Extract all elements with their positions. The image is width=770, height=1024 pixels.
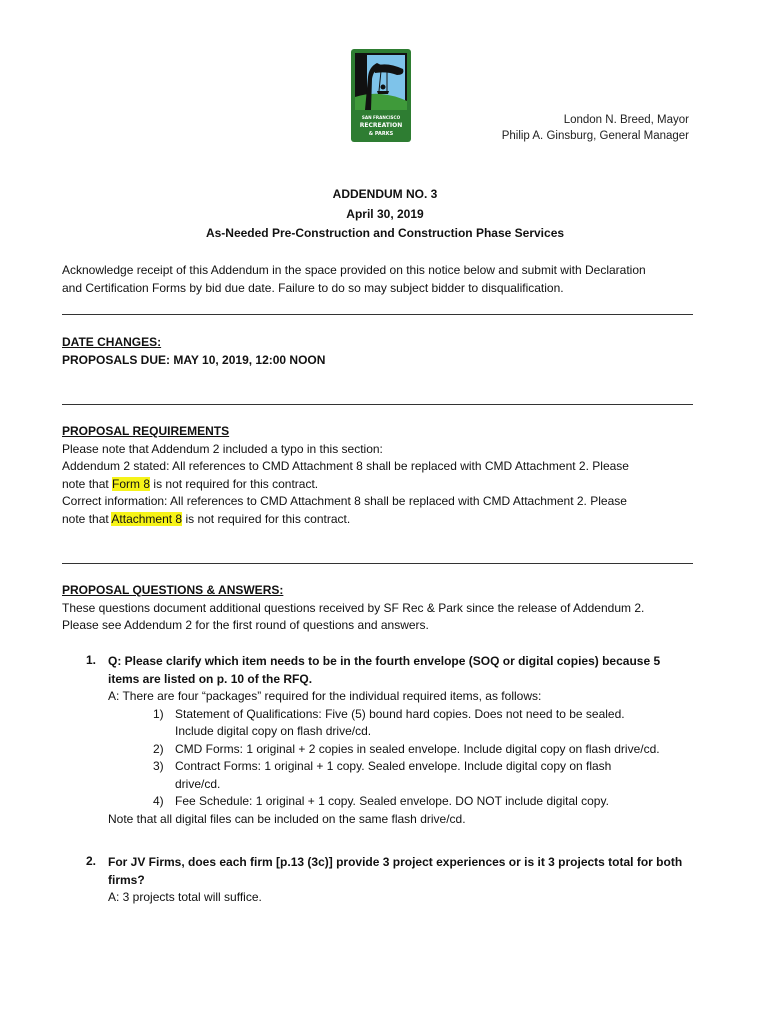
requirements-line: Addendum 2 stated: All references to CMD Attachment 8 shall be replaced with CMD Attachment 2. Please bbox=[62, 459, 629, 473]
highlight-form-8: Form 8 bbox=[112, 476, 151, 491]
addendum-number: ADDENDUM NO. 3 bbox=[332, 187, 438, 201]
sf-rec-park-logo bbox=[351, 49, 411, 142]
proposals-due: PROPOSALS DUE: MAY 10, 2019, 12:00 NOON bbox=[62, 352, 326, 367]
question-2-text: For JV Firms, does each firm [p.13 (3c)] provide 3 project experiences or is it 3 projects total for both bbox=[108, 855, 683, 869]
section-divider bbox=[62, 404, 693, 405]
addendum-subject: As-Needed Pre-Construction and Construction Phase Services bbox=[205, 226, 565, 240]
officials-block bbox=[502, 112, 689, 144]
question-2-text: firms? bbox=[108, 872, 145, 887]
question-1-text: Q: Please clarify which item needs to be in the fourth envelope (SOQ or digital copies) because 5 bbox=[108, 654, 661, 668]
requirements-line: Please note that Addendum 2 included a typo in this section: bbox=[62, 441, 383, 456]
requirements-line: Correct information: All references to CMD Attachment 8 shall be replaced with CMD Attachment 2. Please bbox=[62, 494, 627, 508]
tree-swing-icon bbox=[351, 49, 411, 142]
section-divider bbox=[62, 314, 693, 315]
list-item-text: Statement of Qualifications: Five (5) bound hard copies. Does not need to be sealed. bbox=[175, 706, 625, 721]
addendum-date: April 30, 2019 bbox=[346, 207, 424, 221]
logo-text-3: & PARKS bbox=[368, 131, 394, 137]
question-1-number: 1. bbox=[86, 653, 97, 667]
list-item-text: CMD Forms: 1 original + 2 copies in sealed envelope. Include digital copy on flash drive/cd. bbox=[175, 741, 660, 756]
list-item-text: Contract Forms: 1 original + 1 copy. Sealed envelope. Include digital copy on flash bbox=[175, 759, 612, 773]
list-item-text: Fee Schedule: 1 original + 1 copy. Sealed envelope. DO NOT include digital copy. bbox=[175, 794, 609, 808]
list-item-text: drive/cd. bbox=[175, 776, 221, 791]
answer-list-item bbox=[108, 706, 698, 741]
qa-heading: PROPOSAL QUESTIONS & ANSWERS: bbox=[62, 583, 284, 597]
mayor-name: London N. Breed, Mayor bbox=[563, 114, 689, 126]
date-changes-section bbox=[62, 334, 702, 369]
qa-intro-line: These questions document additional questions received by SF Rec & Park since the release of Addendum 2. bbox=[62, 600, 645, 615]
general-manager-name: Philip A. Ginsburg, General Manager bbox=[501, 130, 689, 142]
list-item-number: 2) bbox=[153, 741, 164, 756]
date-changes-heading: DATE CHANGES: bbox=[62, 335, 162, 349]
question-2 bbox=[108, 854, 698, 907]
list-item-number: 3) bbox=[153, 759, 164, 773]
requirements-line bbox=[62, 511, 702, 529]
list-item-number: 4) bbox=[153, 794, 164, 808]
intro-line: and Certification Forms by bid due date. Failure to do so may subject bidder to disqualification. bbox=[62, 280, 564, 295]
logo-text-2: RECREATION bbox=[359, 122, 403, 129]
highlight-attachment-8: Attachment 8 bbox=[111, 511, 183, 526]
logo-text-1: SAN FRANCISCO bbox=[361, 115, 401, 120]
answer-1-note: Note that all digital files can be included on the same flash drive/cd. bbox=[108, 811, 466, 826]
section-divider bbox=[62, 563, 693, 564]
requirements-text: is not required for this contract. bbox=[182, 511, 351, 526]
answer-list-item bbox=[108, 758, 698, 793]
requirements-text: note that bbox=[62, 511, 112, 526]
proposal-requirements-heading: PROPOSAL REQUIREMENTS bbox=[62, 424, 230, 438]
question-1 bbox=[108, 653, 698, 828]
answer-list-item bbox=[108, 793, 698, 811]
intro-line: Acknowledge receipt of this Addendum in the space provided on this notice below and submit with Declaration bbox=[62, 263, 646, 277]
proposal-requirements-section bbox=[62, 423, 702, 528]
answer-2-text: A: 3 projects total will suffice. bbox=[108, 890, 262, 904]
answer-list-item bbox=[108, 741, 698, 759]
answer-1-text: A: There are four “packages” required for the individual required items, as follows: bbox=[108, 689, 542, 703]
list-item-text: Include digital copy on flash drive/cd. bbox=[175, 724, 372, 738]
question-2-number: 2. bbox=[86, 854, 97, 868]
requirements-text: note that bbox=[62, 476, 113, 491]
qa-intro-line: Please see Addendum 2 for the first round of questions and answers. bbox=[62, 618, 429, 632]
list-item-number: 1) bbox=[153, 706, 164, 721]
requirements-text: is not required for this contract. bbox=[150, 476, 319, 491]
question-1-text: items are listed on p. 10 of the RFQ. bbox=[108, 671, 313, 686]
qa-section bbox=[62, 582, 702, 635]
requirements-line bbox=[62, 476, 702, 494]
intro-paragraph bbox=[62, 262, 702, 297]
